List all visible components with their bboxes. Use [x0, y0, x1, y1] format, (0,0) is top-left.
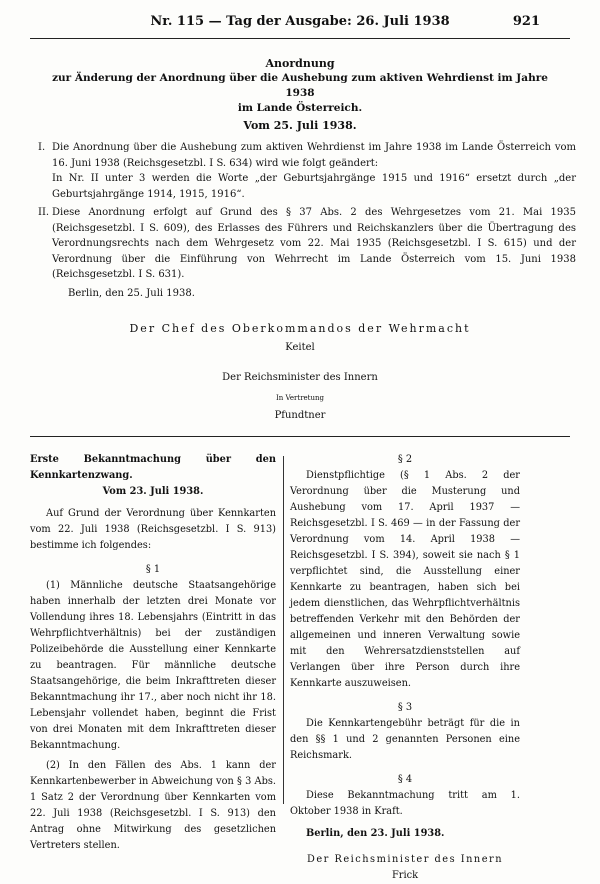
decree1-subtitle-1: zur Änderung der Anordnung über die Aushebung zum aktiven Wehrdienst im Jahre 1938 — [52, 72, 548, 99]
decree2-intro: Auf Grund der Verordnung über Kennkarten vom 22. Juli 1938 (Reichsgesetzbl. I S. 913) bestimme ich folgendes: — [30, 508, 276, 551]
decree2-s3-heading: § 3 — [397, 702, 413, 713]
decree2-s4-text: Diese Bekanntmachung tritt am 1. Oktober 1938 in Kraft. — [290, 790, 520, 817]
section-number: II. — [38, 207, 50, 218]
decree2-signer-title: Der Reichsminister des Innern — [307, 854, 503, 865]
issue-line: Nr. 115 — Tag der Ausgabe: 26. Juli 1938 — [150, 14, 450, 29]
section-text: Diese Anordnung erfolgt auf Grund des § 37 Abs. 2 des Wehrgesetzes vom 21. Mai 1935 (Reichsgesetzbl. I S. 609), des Erlasses des Führers und Reichskanzlers über die Übertragung des Verordnungsrechts nach dem Wehrgesetz vom 22. Mai 1935 (Reichsgesetzbl. I S. 615) und der Verordnung über die Einführung von Wehrrecht im Lande Österreich vom 15. Juni 1938 (Reichsgesetzbl. I S. 631). — [52, 207, 576, 280]
decree1-section-1 — [38, 140, 576, 202]
decree1-subtitle-2: im Lande Österreich. — [237, 102, 363, 114]
section-change: In Nr. II unter 3 werden die Worte „der Geburtsjahrgänge 1915 und 1916“ ersetzt durch „der Geburtsjahrgänge 1914, 1915, 1916“. — [52, 173, 576, 200]
decree1-section-2 — [38, 205, 576, 283]
column-divider — [283, 456, 284, 804]
signer1-title: Der Chef des Oberkommandos der Wehrmacht — [129, 322, 471, 335]
signer2-name: Pfundtner — [274, 410, 326, 421]
header-rule — [30, 38, 570, 39]
section-text: Die Anordnung über die Aushebung zum aktiven Wehrdienst im Jahre 1938 im Lande Österreich vom 16. Juni 1938 (Reichsgesetzbl. I S. 634) wird wie folgt geändert: — [52, 142, 576, 169]
decree1-date: Vom 25. Juli 1938. — [243, 119, 357, 132]
decree2-date: Vom 23. Juli 1938. — [102, 486, 204, 497]
decree2-place-date: Berlin, den 23. Juli 1938. — [306, 828, 445, 839]
decree2-s1-paragraph-2: (2) In den Fällen des Abs. 1 kann der Kennkartenbewerber in Abweichung von § 3 Abs. 1 Satz 2 der Verordnung über Kennkarten vom 22. Juli 1938 (Reichsgesetzbl. I S. 913) den Antrag ohne Mitwirkung des gesetzlichen Vertreters stellen. — [30, 760, 276, 851]
signer1-name: Keitel — [285, 342, 315, 353]
section-number: I. — [38, 142, 46, 153]
decree2-s2-heading: § 2 — [397, 454, 413, 465]
decree2-s1-heading: § 1 — [145, 564, 161, 575]
decree1-title: Anordnung — [265, 57, 335, 70]
signer2-note: In Vertretung — [275, 394, 324, 402]
decree2-title: Erste Bekanntmachung über den Kennkartenzwang. — [30, 454, 276, 481]
decree2-s4-heading: § 4 — [397, 774, 413, 785]
page-number: 921 — [512, 14, 540, 29]
decree2-s3-text: Die Kennkartengebühr beträgt für die in den §§ 1 und 2 genannten Personen eine Reichsmark. — [290, 718, 520, 761]
page-header — [60, 14, 540, 34]
decree2-signer-name: Frick — [391, 870, 419, 881]
section-rule — [30, 436, 570, 437]
decree1-title-block — [40, 56, 560, 133]
signer2-title: Der Reichsminister des Innern — [222, 372, 378, 383]
decree2-s1-paragraph-1: (1) Männliche deutsche Staatsangehörige haben innerhalb der letzten drei Monate vor Vollendung ihres 18. Lebensjahrs (Eintritt in das Wehrpflichtverhältnis) bei der zuständigen Polizeibehörde die Ausstellung einer Kennkarte zu beantragen. Für männliche deutsche Staatsangehörige, die beim Inkrafttreten dieser Bekanntmachung ihr 17., aber noch nicht ihr 18. Lebensjahr vollendet haben, beginnt die Frist von drei Monaten mit dem Inkrafttreten dieser Bekanntmachung. — [30, 580, 276, 751]
decree2-s2-text: Dienstpflichtige (§ 1 Abs. 2 der Verordnung über die Musterung und Aushebung vom 17. April 1937 — Reichsgesetzbl. I S. 469 — in der Fassung der Verordnung vom 14. April 1938 — Reichsgesetzbl. I S. 394), soweit sie nach § 1 verpflichtet sind, die Ausstellung einer Kennkarte zu beantragen, haben sich bei jedem dienstlichen, das Wehrpflichtverhältnis betreffenden Verkehr mit den Behörden der allgemeinen und inneren Verwaltung sowie mit den Wehrersatzdienststellen auf Verlangen über ihre Person durch ihre Kennkarte auszuweisen. — [290, 470, 520, 689]
decree2-left-column — [30, 452, 276, 854]
decree1-place-date: Berlin, den 25. Juli 1938. — [68, 288, 195, 299]
decree2-right-column — [290, 452, 520, 884]
